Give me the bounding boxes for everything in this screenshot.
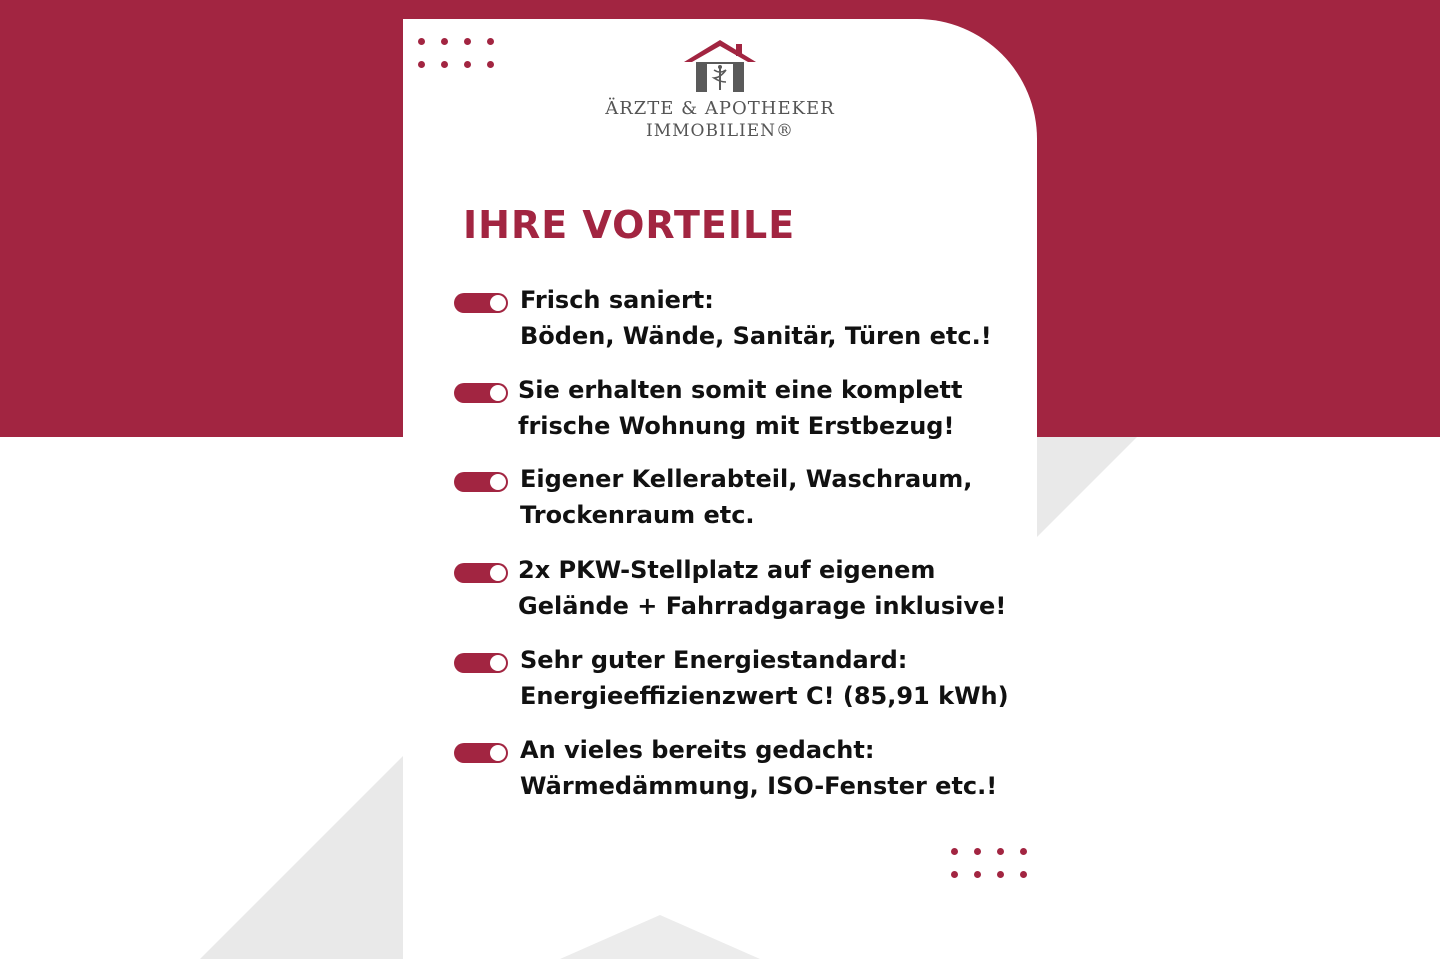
- diagonal-stripe-right: [1037, 437, 1137, 537]
- toggle-icon: [454, 472, 508, 492]
- logo-text-line2: IMMOBILIEN®: [646, 121, 794, 141]
- page-title: IHRE VORTEILE: [463, 203, 796, 247]
- benefit-line2: Trockenraum etc.: [520, 501, 755, 529]
- toggle-icon: [454, 563, 508, 583]
- toggle-icon: [454, 653, 508, 673]
- logo-text-line1: ÄRZTE & APOTHEKER: [605, 98, 835, 119]
- benefit-line2: Wärmedämmung, ISO-Fenster etc.!: [520, 772, 998, 800]
- company-logo: [590, 38, 850, 142]
- benefit-line2: frische Wohnung mit Erstbezug!: [518, 412, 955, 440]
- benefit-line1: Frisch saniert:: [520, 286, 714, 314]
- benefit-line2: Böden, Wände, Sanitär, Türen etc.!: [520, 322, 992, 350]
- toggle-icon: [454, 293, 508, 313]
- benefit-line1: Sehr guter Energiestandard:: [520, 646, 908, 674]
- house-caduceus-icon: [680, 38, 760, 94]
- benefit-line1: Sie erhalten somit eine komplett: [518, 376, 963, 404]
- benefit-line2: Energieeffizienzwert C! (85,91 kWh): [520, 682, 1009, 710]
- diagonal-stripe-left: [200, 756, 403, 959]
- benefit-line1: An vieles bereits gedacht:: [520, 736, 875, 764]
- benefit-line1: Eigener Kellerabteil, Waschraum,: [520, 465, 973, 493]
- benefit-line2: Gelände + Fahrradgarage inklusive!: [518, 592, 1007, 620]
- toggle-icon: [454, 383, 508, 403]
- decorative-dots-top: [418, 38, 494, 68]
- decorative-dots-bottom: [951, 848, 1027, 878]
- benefit-line1: 2x PKW-Stellplatz auf eigenem: [518, 556, 936, 584]
- toggle-icon: [454, 743, 508, 763]
- diagonal-stripe-bottom: [560, 915, 760, 959]
